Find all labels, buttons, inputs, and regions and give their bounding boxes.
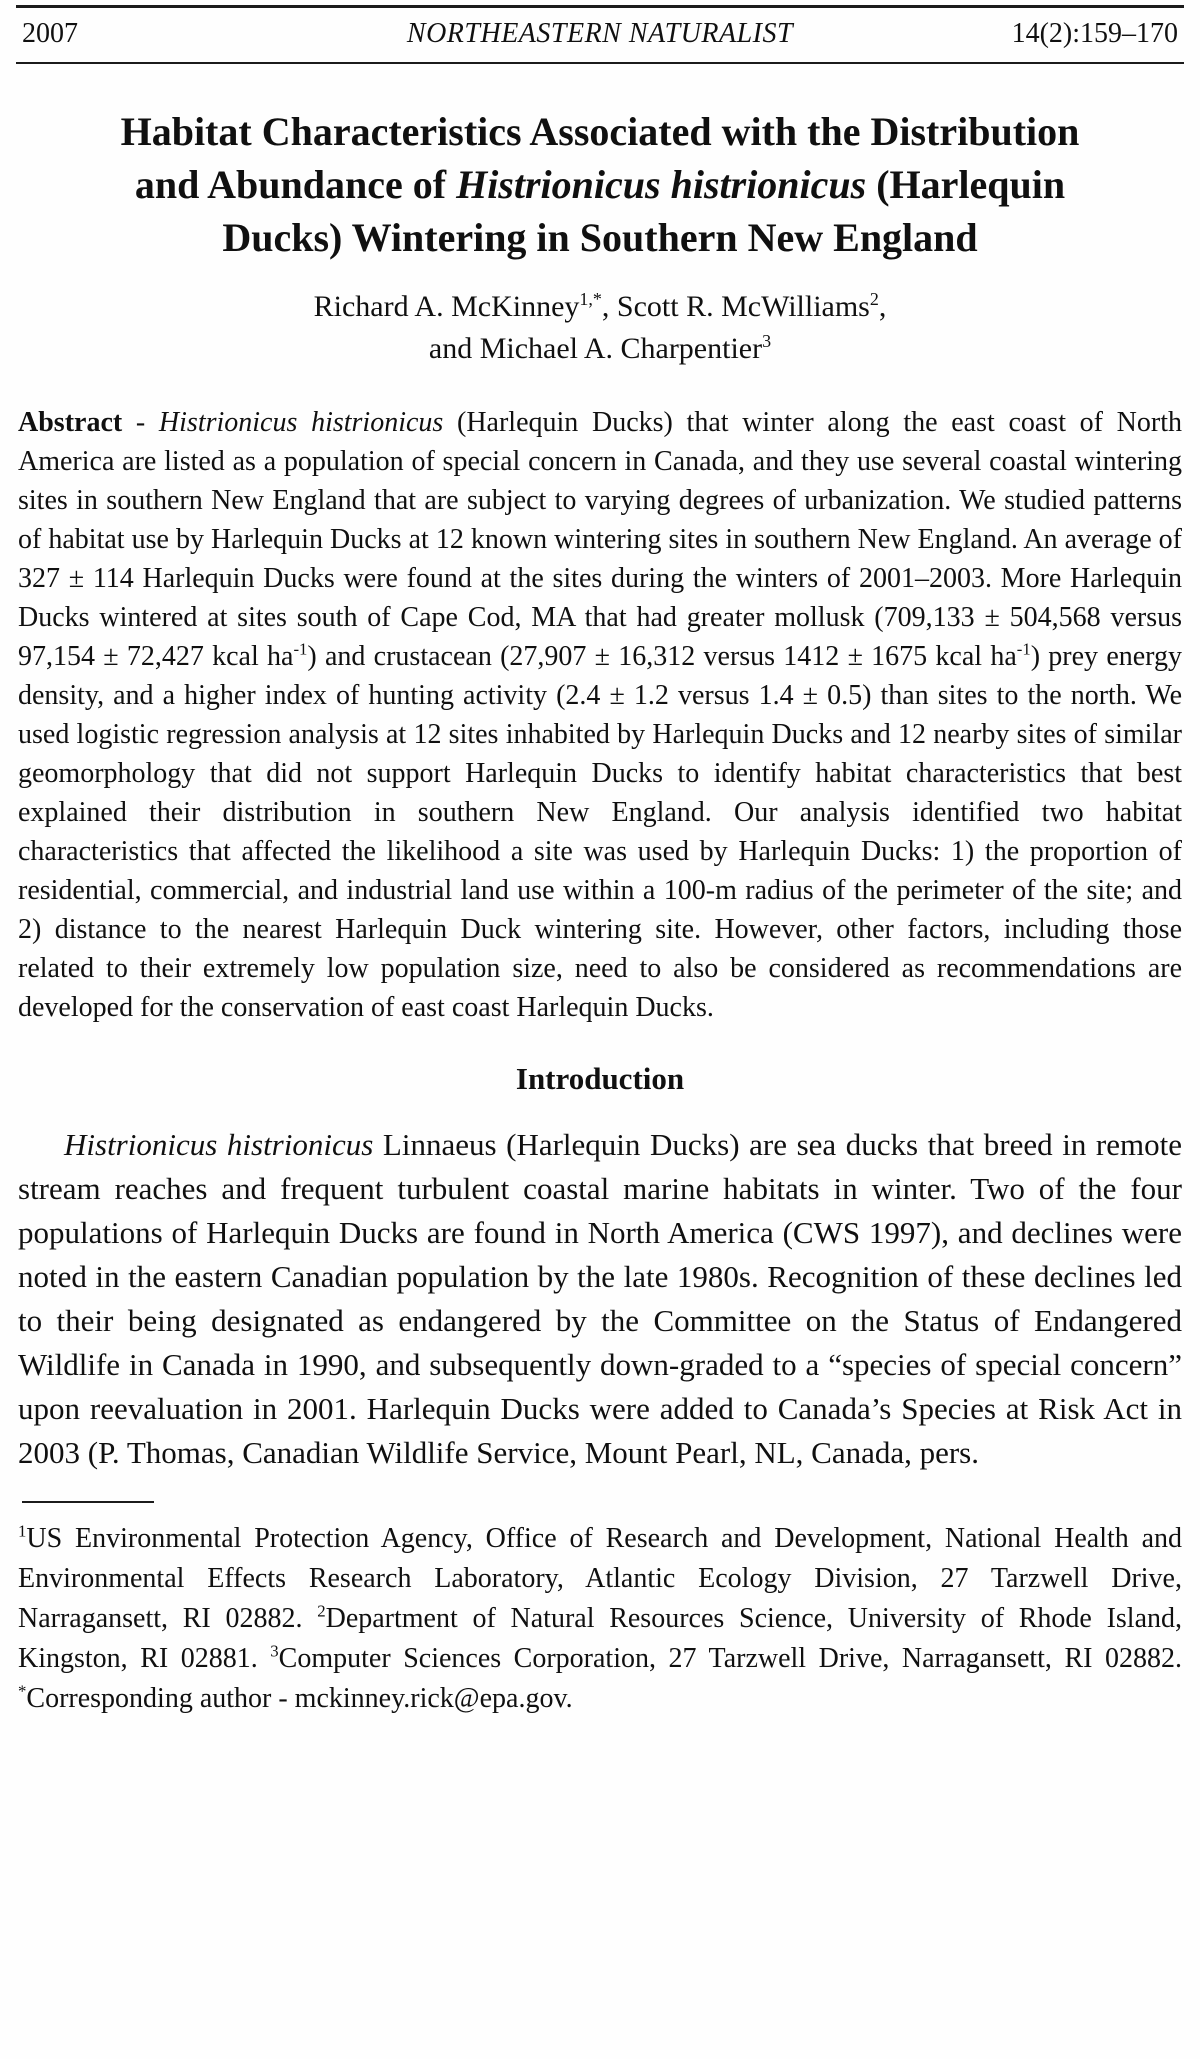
author-line-1-end: , [878,290,887,324]
footnote-divider [22,1501,154,1503]
title-line-2-pre: and Abundance of [134,161,457,207]
introduction-paragraph: Histrionicus histrionicus Linnaeus (Harlequin Ducks) are sea ducks that breed in remote stream reaches and frequent turbulent coastal marine habitats in winter. Two of the four populations of Harlequin Ducks are found in North America (CWS 1997), and declines were noted in the eastern Canadian population by the late 1980s. Recognition of these declines led to their being designated as endangered by the Committee on the Status of Endangered Wildlife in Canada in 1990, and subsequently down-graded to a “species of special concern” upon reevaluation in 2001. Harlequin Ducks were added to Canada’s Species at Risk Act in 2003 (P. Thomas, Canadian Wildlife Service, Mount Pearl, NL, Canada, pers. [18,1127,1182,1471]
article-title [26,106,1174,264]
author-1-name: Richard A. McKinney [313,290,580,324]
title-line-3: Ducks) Wintering in Southern New England [222,214,978,260]
page-citation: 14(2):159–170 [1011,18,1178,49]
author-3-affiliation-mark: 3 [762,330,772,351]
author-3-name: and Michael A. Charpentier [428,331,763,365]
header-divider [16,62,1184,64]
author-2-affiliation-mark: 2 [869,289,879,310]
author-2-name: , Scott R. McWilliams [601,290,870,324]
title-line-2-post: (Harlequin [866,161,1066,207]
title-line-1: Habitat Characteristics Associated with the Distribution [120,109,1080,154]
introduction-heading: Introduction [515,1061,685,1097]
header-year: 2007 [22,18,78,49]
running-header [16,8,1184,62]
abstract-paragraph: Abstract - Histrionicus histrionicus (Harlequin Ducks) that winter along the east coast of North America are listed as a population of special concern in Canada, and they use several coastal wintering sites in southern New England that are subject to varying degrees of urbanization. We studied patterns of habitat use by Harlequin Ducks at 12 known wintering sites in southern New England. An average of 327 ± 114 Harlequin Ducks were found at the sites during the winters of 2001–2003. More Harlequin Ducks wintered at sites south of Cape Cod, MA that had greater mollusk (709,133 ± 504,568 versus 97,154 ± 72,427 kcal $ha^{-1}$) and crustacean (27,907 ± 16,312 versus 1412 ± 1675 kcal $ha^{-1}$) prey energy density, and a higher index of hunting activity (2.4 ± 1.2 versus 1.4 ± 0.5) than sites to the north. We used logistic regression analysis at 12 sites inhabited by Harlequin Ducks and 12 nearby sites of similar geomorphology that did not support Harlequin Ducks to identify habitat characteristics that best explained their distribution in southern New England. Our analysis identified two habitat characteristics that affected the likelihood a site was used by Harlequin Ducks: 1) the proportion of residential, commercial, and industrial land use within a 100-m radius of the perimeter of the site; and 2) distance to the nearest Harlequin Duck wintering site. However, other factors, including those related to their extremely low population size, need to also be considered as recommendations are developed for the conservation of east coast Harlequin Ducks. [18,407,1183,1024]
footnote-paragraph: $^1$US Environmental Protection Agency, Office of Research and Development, National Health and Environmental Effects Research Laboratory, Atlantic Ecology Division, 27 Tarzwell Drive, Narragansett, RI 02882. $^2$Department of Natural Resources Science, University of Rhode Island, Kingston, RI 02881. $^3$Computer Sciences Corporation, 27 Tarzwell Drive, Narragansett, RI 02882. *Corresponding author - mckinney.rick@epa.gov. [18,1521,1182,1715]
author-byline [16,286,1184,369]
author-1-affiliation-mark: 1,* [579,289,602,310]
journal-name: NORTHEASTERN NATURALIST [406,18,794,49]
title-species-name: Histrionicus histrionicus [456,161,867,207]
